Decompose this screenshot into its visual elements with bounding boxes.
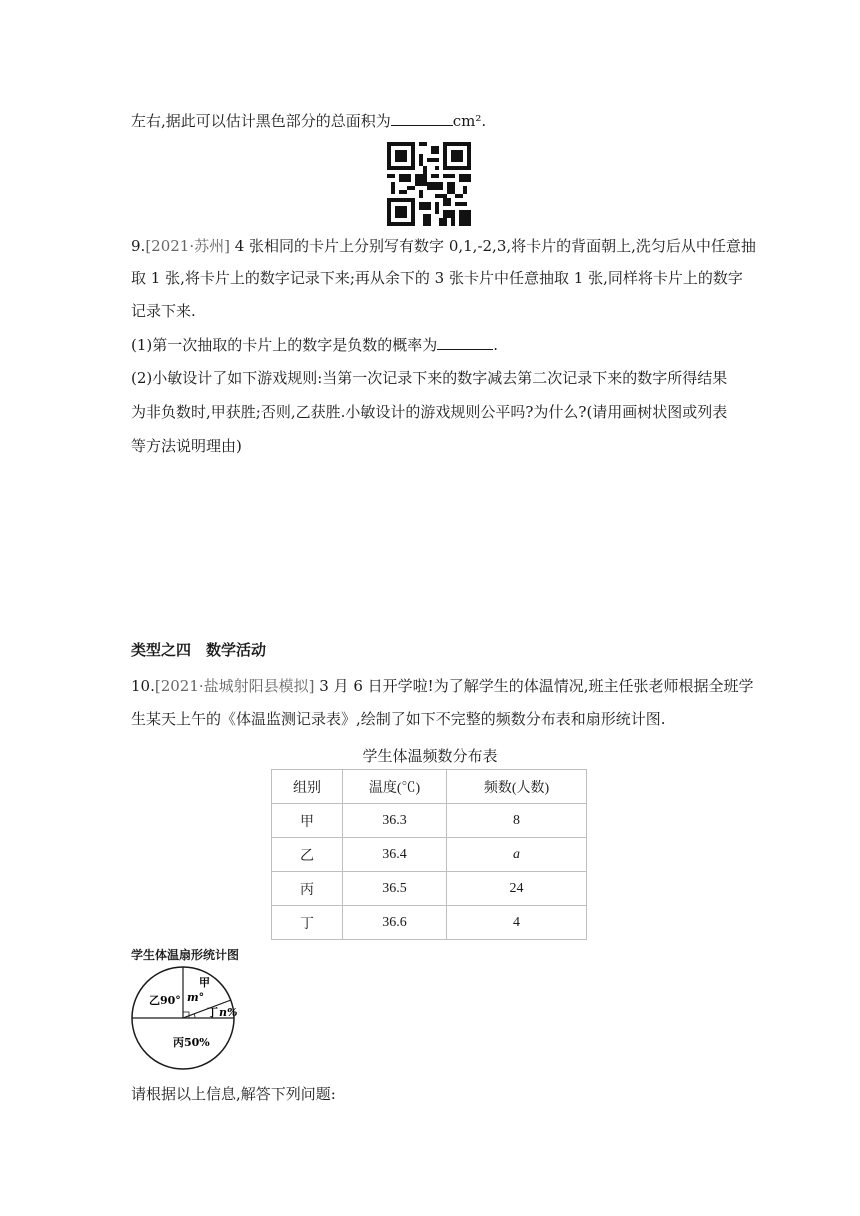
question-source: [2021·苏州] [145,237,230,255]
q9-line-2: 取 1 张,将卡片上的数字记录下来;再从余下的 3 张卡片中任意抽取 1 张,同样将卡片上的数字 [131,269,743,287]
table-header: 频数(人数) [447,770,587,804]
question-source: [2021·盐城射阳县模拟] [154,677,315,695]
answer-blank[interactable] [391,111,453,126]
q9-text-1: 4 张相同的卡片上分别写有数字 0,1,-2,3,将卡片的背面朝上,洗匀后从中任意抽 [229,237,756,255]
table-cell: 丙 [272,872,343,906]
table-cell: 36.5 [343,872,447,906]
table-cell: 36.4 [343,838,447,872]
q9-part-1-text: (1)第一次抽取的卡片上的数字是负数的概率为 [131,336,438,354]
pie-label-ding: 丁 [207,1006,218,1019]
pie-label-bing: 丙50% [173,1036,210,1049]
table-cell: 甲 [272,804,343,838]
frequency-table [271,769,587,940]
question-number: 10. [131,677,155,695]
q8-text: 左右,据此可以估计黑色部分的总面积为 [131,112,391,130]
q10-line-2: 生某天上午的《体温监测记录表》,绘制了如下不完整的频数分布表和扇形统计图. [131,710,666,728]
table-cell: 24 [447,872,587,906]
table-header-row [272,770,587,804]
pie-label-jia: 甲 [199,976,210,989]
table-cell: 36.6 [343,906,447,940]
q9-line-1 [131,236,756,256]
q9-part-1 [131,335,498,355]
q9-part-2-line-2: 为非负数时,甲获胜;否则,乙获胜.小敏设计的游戏规则公平吗?为什么?(请用画树状图或列表 [131,403,728,421]
section-title: 类型之四 数学活动 [131,641,267,659]
q9-part-2-line-3: 等方法说明理由) [131,437,242,455]
table-cell: 8 [447,804,587,838]
pie-label-m: m° [187,991,205,1004]
table-row [272,906,587,940]
table-row [272,804,587,838]
q9-part-2-line-1: (2)小敏设计了如下游戏规则:当第一次记录下来的数字减去第二次记录下来的数字所得结果 [131,369,728,387]
pie-label-n: n% [219,1006,238,1019]
pie-chart [125,964,245,1074]
q8-line [131,111,486,131]
pie-label-yi: 乙90° [149,994,181,1007]
q8-unit: cm². [452,112,487,130]
pie-chart-title: 学生体温扇形统计图 [131,948,240,962]
table-cell: 4 [447,906,587,940]
question-number: 9. [131,237,146,255]
qr-code-icon [387,142,471,226]
table-header: 组别 [272,770,343,804]
answer-blank[interactable] [437,335,493,350]
table-cell: 丁 [272,906,343,940]
table-title: 学生体温频数分布表 [362,747,498,765]
q10-prompt: 请根据以上信息,解答下列问题: [131,1085,336,1103]
table-cell: a [447,838,587,872]
table-header: 温度(℃) [343,770,447,804]
q9-line-3: 记录下来. [131,302,196,320]
q9-part-1-end: . [493,336,499,354]
q10-line-1 [131,676,753,696]
q10-text-1: 3 月 6 日开学啦!为了解学生的体温情况,班主任张老师根据全班学 [314,677,754,695]
table-row [272,872,587,906]
table-cell: 乙 [272,838,343,872]
table-row [272,838,587,872]
table-cell: 36.3 [343,804,447,838]
